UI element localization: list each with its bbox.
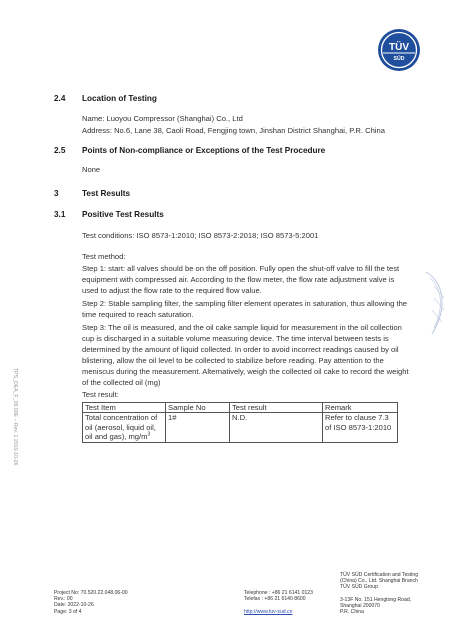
footer-company-line2: (China) Co., Ltd. Shanghai Branch [340, 578, 418, 585]
test-method-step2: Step 2: Stable sampling filter, the sampling filter element operates in saturation, thus allowing the time required to reach saturation. [82, 299, 408, 320]
table-cell-test-item [83, 413, 166, 442]
section-number-3-1: 3.1 [54, 210, 66, 219]
side-form-code: TPS_DEA_F_09.00E – Rev. 1 2010-10-26 [12, 368, 18, 466]
footer-company-line1: TÜV SÜD Certification and Testing [340, 572, 419, 578]
section-number-2-4: 2.4 [54, 94, 66, 103]
logo-top-text: TÜV [389, 42, 409, 53]
logo-bottom-text: SÜD [393, 56, 405, 62]
test-conditions: Test conditions: ISO 8573-1:2010; ISO 8573-2:2018; ISO 8573-5:2001 [82, 231, 319, 240]
table-header-sample-no: Sample No [166, 403, 230, 413]
table-cell-sample-no: 1# [166, 413, 230, 442]
table-header-test-result: Test result [230, 403, 323, 413]
test-method-label: Test method: [82, 252, 126, 261]
footer-company-line3: TÜV SÜD Group [340, 584, 378, 591]
test-result-table [82, 402, 398, 443]
section-title-non-compliance: Points of Non-compliance or Exceptions of the Test Procedure [82, 146, 326, 155]
footer-left [54, 590, 128, 615]
test-method-step1: Step 1: start: all valves should be on the off position. Fully open the shut-off valve to fill the test equipment with compressed air. According to the flow meter, the flow rate adjustment valve is used to adjust the flow rate to the required flow value. [82, 264, 400, 296]
section-number-2-5: 2.5 [54, 146, 66, 155]
watermark-seal [424, 268, 450, 338]
test-result-label: Test result: [82, 390, 119, 399]
section-title-positive-results: Positive Test Results [82, 210, 164, 219]
footer-project-no: Project No: 70.520.22.048.06-00 [54, 590, 128, 596]
location-name: Name: Luoyou Compressor (Shanghai) Co., Ltd [82, 114, 243, 123]
table-cell-remark: Refer to clause 7.3 of ISO 8573-1:2010 [323, 413, 398, 442]
tuv-sud-logo [377, 28, 421, 72]
footer-address-line1: 3-13F No. 151 Hengtong Road, [340, 596, 412, 603]
section-number-3: 3 [54, 189, 59, 198]
table-row [83, 413, 398, 442]
location-address: Address: No.6, Lane 38, Caoli Road, Fengjing town, Jinshan District Shanghai, P.R. China [82, 126, 385, 135]
footer-right [340, 572, 418, 615]
test-method-step3: Step 3: The oil is measured, and the oil cake sample liquid for measurement in the oil collection cup is discharged in a suitable volume measuring device. The time interval between tests is determined by the amount of liquid collected. In order to avoid incorrect readings caused by oil blistering, allow the oil level to be collected to stabilize before reading. Pay attention to the meniscus during the measurement. Alternatively, weigh the collected oil cake to record the weight of the collected oil (mg) [82, 323, 409, 388]
footer-middle [244, 590, 313, 616]
test-item-superscript: 3 [147, 431, 151, 438]
footer-telephone: Telephone : +86 21 6141 0123 [244, 590, 313, 596]
test-item-text: Total concentration of oil (aerosol, liquid oil, oil and gas), mg/m [85, 413, 158, 442]
footer-address-line3: P.R. China [340, 609, 364, 616]
table-header-remark: Remark [323, 403, 398, 413]
non-compliance-text: None [82, 165, 101, 174]
table-header-row [83, 403, 398, 413]
footer-telefax: Telefax : +86 21 6140 8600 [244, 596, 306, 603]
table-cell-test-result: N.D. [230, 413, 323, 442]
section-title-location: Location of Testing [82, 94, 157, 103]
footer-page: Page: 3 of 4 [54, 608, 82, 615]
footer-address-line2: Shanghai 200070 [340, 602, 380, 609]
footer-website-link[interactable]: http://www.tuv-sud.cn [244, 609, 293, 616]
footer-rev: Rev.: 00 [54, 596, 73, 603]
section-title-test-results: Test Results [82, 189, 131, 198]
table-header-test-item: Test Item [83, 403, 166, 413]
footer-date: Date: 2022-10-26 [54, 602, 94, 609]
